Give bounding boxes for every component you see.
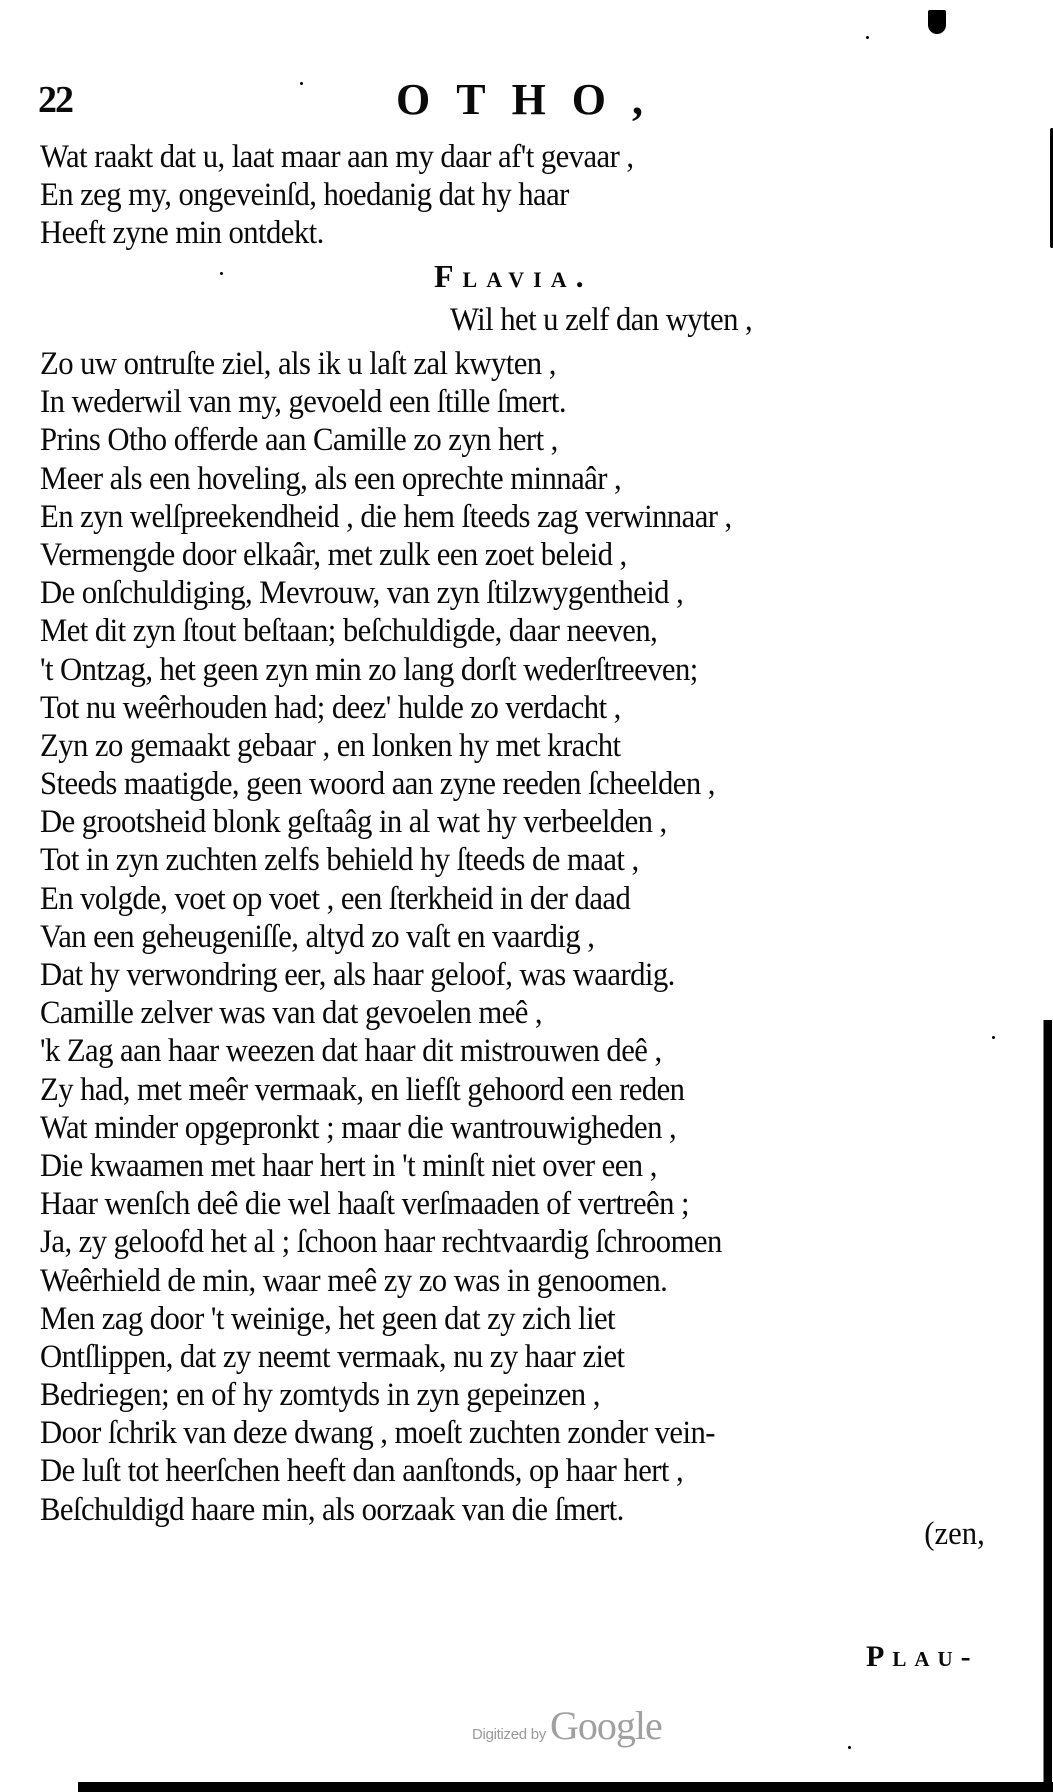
verse-line: Haar wenſch deê die wel haaſt verſmaaden of vertreên ; bbox=[40, 1186, 689, 1223]
verse-line: Wat minder opgepronkt ; maar die wantrouwigheden , bbox=[40, 1109, 677, 1146]
verse-line: Tot nu weêrhouden had; deez' hulde zo verdacht , bbox=[40, 689, 621, 726]
digitization-watermark bbox=[472, 1702, 662, 1749]
verse-line: Camille zelver was van dat gevoelen meê , bbox=[40, 995, 543, 1032]
indented-half-line: Wil het u zelf dan wyten , bbox=[450, 302, 753, 338]
verse-line: Steeds maatigde, geen woord aan zyne reeden ſcheelden , bbox=[40, 766, 715, 803]
ink-speck bbox=[848, 1746, 851, 1749]
verse-line: Men zag door 't weinige, het geen dat zy zich liet bbox=[40, 1300, 616, 1337]
verse-line: Door ſchrik van deze dwang , moeſt zuchten zonder vein- bbox=[40, 1415, 715, 1452]
verse-line: En zyn welſpreekendheid , die hem ſteeds zag verwinnaar , bbox=[40, 498, 732, 535]
verse-line: Vermengde door elkaâr, met zulk een zoet beleid , bbox=[40, 536, 627, 573]
watermark-prefix: Digitized by bbox=[472, 1726, 546, 1743]
verse-line: Met dit zyn ſtout beſtaan; beſchuldigde, daar neeven, bbox=[40, 613, 658, 650]
ink-speck bbox=[300, 82, 303, 85]
verse-line: Dat hy verwondring eer, als haar geloof, was waardig. bbox=[40, 957, 675, 993]
turnover-fragment: (zen, bbox=[924, 1516, 985, 1552]
verse-line: Weêrhield de min, waar meê zy zo was in genoomen. bbox=[40, 1262, 668, 1299]
page-header bbox=[38, 75, 938, 128]
ink-speck bbox=[220, 272, 223, 275]
catchword: Plau- bbox=[866, 1640, 979, 1673]
ink-blot-corner bbox=[928, 10, 946, 34]
speaker-name: Flavia. bbox=[434, 258, 593, 294]
verse-line: Ja, zy geloofd het al ; ſchoon haar rechtvaardig ſchroomen bbox=[40, 1224, 722, 1261]
verse-block-main bbox=[40, 345, 1000, 1529]
watermark-brand: Google bbox=[549, 1703, 662, 1748]
verse-line: Wat raakt dat u, laat maar aan my daar af't gevaar , bbox=[40, 139, 634, 175]
verse-line: Bedriegen; en of hy zomtyds in zyn gepeinzen , bbox=[40, 1377, 600, 1414]
verse-line: Die kwaamen met haar hert in 't minſt niet over een , bbox=[40, 1147, 657, 1184]
verse-line: En volgde, voet op voet , een ſterkheid in der daad bbox=[40, 880, 631, 917]
verse-line: 'k Zag aan haar weezen dat haar dit mistrouwen deê , bbox=[40, 1033, 662, 1070]
verse-line: Zyn zo gemaakt gebaar , en lonken hy met kracht bbox=[40, 727, 621, 764]
verse-line: De grootsheid blonk geſtaâg in al wat hy verbeelden , bbox=[40, 804, 667, 841]
verse-line: Meer als een hoveling, als een oprechte minnaâr , bbox=[40, 460, 622, 497]
verse-line: De onſchuldiging, Mevrouw, van zyn ſtilzwygentheid , bbox=[40, 575, 684, 612]
ink-speck bbox=[866, 36, 869, 39]
running-title: OTHO, bbox=[396, 75, 670, 124]
verse-line: In wederwil van my, gevoeld een ſtille ſmert. bbox=[40, 384, 567, 421]
verse-line: Zo uw ontruſte ziel, als ik u laſt zal kwyten , bbox=[40, 346, 556, 382]
verse-line: Heeft zyne min ontdekt. bbox=[40, 215, 324, 252]
page-edge-shadow-bottom bbox=[78, 1778, 1053, 1792]
verse-block-top bbox=[40, 138, 1000, 253]
verse-line: De luſt tot heerſchen heeft dan aanſtonds, op haar hert , bbox=[40, 1453, 684, 1490]
page-edge-shadow-right bbox=[1038, 1020, 1052, 1792]
verse-line: Tot in zyn zuchten zelfs behield hy ſteeds de maat , bbox=[40, 842, 639, 879]
verse-line: Beſchuldigd haare min, als oorzaak van die ſmert. bbox=[40, 1491, 624, 1528]
verse-line: 't Ontzag, het geen zyn min zo lang dorſt wederſtreeven; bbox=[40, 651, 698, 688]
verse-line: Prins Otho offerde aan Camille zo zyn hert , bbox=[40, 422, 558, 459]
verse-line: Ontſlippen, dat zy neemt vermaak, nu zy haar ziet bbox=[40, 1338, 625, 1375]
verse-line: Van een geheugeniſſe, altyd zo vaſt en vaardig , bbox=[40, 918, 595, 955]
verse-line: En zeg my, ongeveinſd, hoedanig dat hy haar bbox=[40, 177, 569, 214]
ink-speck bbox=[992, 1036, 995, 1039]
page-number: 22 bbox=[38, 79, 72, 121]
verse-line: Zy had, met meêr vermaak, en liefſt gehoord een reden bbox=[40, 1071, 685, 1108]
